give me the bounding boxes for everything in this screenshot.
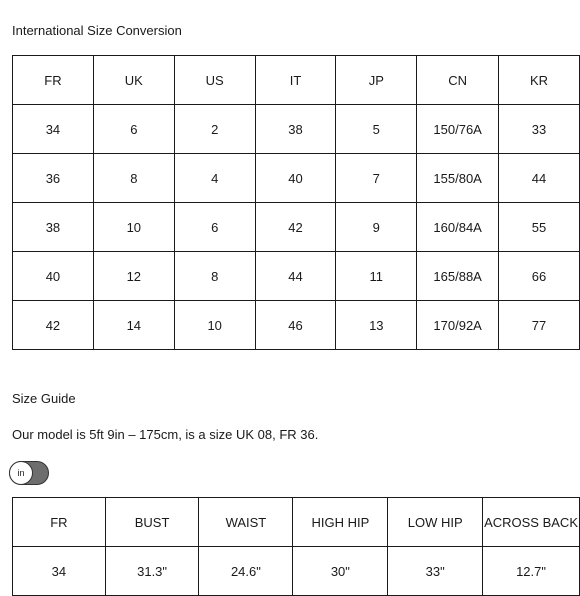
- table-cell: 13: [336, 301, 417, 350]
- table-cell: 170/92A: [417, 301, 499, 350]
- table-cell: 44: [499, 154, 580, 203]
- table-cell: 30": [293, 547, 388, 596]
- table-cell: 42: [255, 203, 336, 252]
- table-cell: 55: [499, 203, 580, 252]
- table-cell: 5: [336, 105, 417, 154]
- table-cell: 14: [93, 301, 174, 350]
- table-cell: 6: [174, 203, 255, 252]
- table-cell: 155/80A: [417, 154, 499, 203]
- conversion-row: [13, 301, 580, 350]
- column-header: FR: [13, 56, 94, 105]
- table-cell: 7: [336, 154, 417, 203]
- guide-header-row: [13, 498, 580, 547]
- conversion-row: [13, 154, 580, 203]
- table-cell: 8: [174, 252, 255, 301]
- unit-toggle-knob[interactable]: in: [9, 461, 33, 485]
- table-cell: 42: [13, 301, 94, 350]
- table-cell: 38: [13, 203, 94, 252]
- size-conversion-title: International Size Conversion: [12, 23, 182, 38]
- table-cell: 34: [13, 105, 94, 154]
- column-header: LOW HIP: [388, 498, 483, 547]
- conversion-row: [13, 203, 580, 252]
- table-cell: 33": [388, 547, 483, 596]
- table-cell: 24.6": [199, 547, 293, 596]
- model-size-text: Our model is 5ft 9in – 175cm, is a size UK 08, FR 36.: [12, 427, 319, 442]
- size-guide-table: [12, 497, 580, 596]
- table-cell: 66: [499, 252, 580, 301]
- column-header: WAIST: [199, 498, 293, 547]
- column-header: JP: [336, 56, 417, 105]
- column-header: US: [174, 56, 255, 105]
- table-cell: 46: [255, 301, 336, 350]
- table-cell: 31.3": [105, 547, 199, 596]
- table-cell: 165/88A: [417, 252, 499, 301]
- table-cell: 12: [93, 252, 174, 301]
- table-cell: 40: [255, 154, 336, 203]
- table-cell: 10: [174, 301, 255, 350]
- table-cell: 150/76A: [417, 105, 499, 154]
- table-cell: 77: [499, 301, 580, 350]
- column-header: IT: [255, 56, 336, 105]
- table-cell: 4: [174, 154, 255, 203]
- column-header: UK: [93, 56, 174, 105]
- table-cell: 34: [13, 547, 106, 596]
- table-cell: 8: [93, 154, 174, 203]
- conversion-header-row: [13, 56, 580, 105]
- column-header: KR: [499, 56, 580, 105]
- table-cell: 36: [13, 154, 94, 203]
- column-header: HIGH HIP: [293, 498, 388, 547]
- column-header: FR: [13, 498, 106, 547]
- conversion-row: [13, 252, 580, 301]
- size-conversion-table: [12, 55, 580, 350]
- size-guide-title: Size Guide: [12, 391, 76, 406]
- guide-row: [13, 547, 580, 596]
- table-cell: 12.7": [483, 547, 580, 596]
- unit-toggle[interactable]: [9, 461, 49, 485]
- table-cell: 38: [255, 105, 336, 154]
- table-cell: 44: [255, 252, 336, 301]
- conversion-row: [13, 105, 580, 154]
- table-cell: 9: [336, 203, 417, 252]
- table-cell: 2: [174, 105, 255, 154]
- column-header: BUST: [105, 498, 199, 547]
- table-cell: 11: [336, 252, 417, 301]
- table-cell: 40: [13, 252, 94, 301]
- table-cell: 10: [93, 203, 174, 252]
- column-header: CN: [417, 56, 499, 105]
- column-header: ACROSS BACK: [483, 498, 580, 547]
- table-cell: 160/84A: [417, 203, 499, 252]
- table-cell: 6: [93, 105, 174, 154]
- table-cell: 33: [499, 105, 580, 154]
